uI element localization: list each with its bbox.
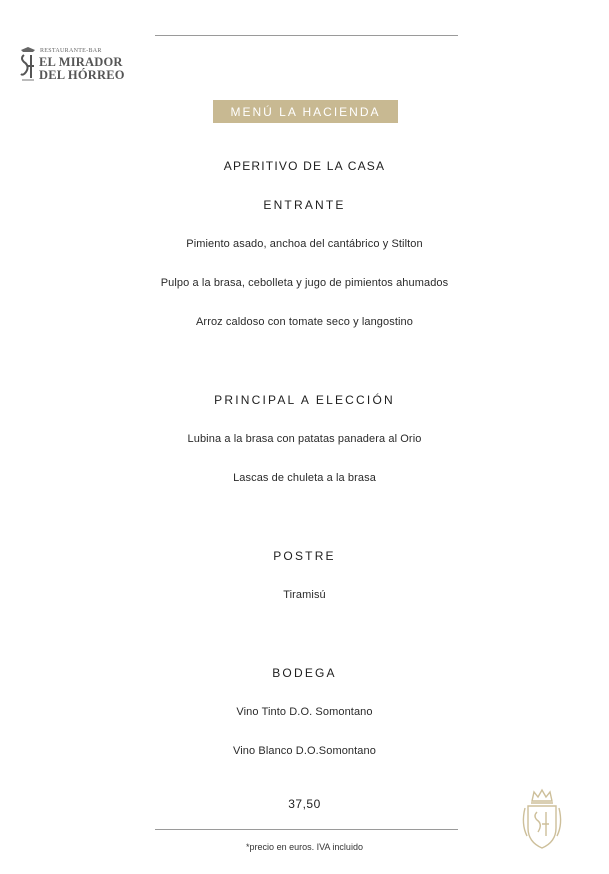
logo-subtitle: RESTAURANTE-BAR xyxy=(40,48,102,54)
restaurant-logo xyxy=(18,46,128,84)
bodega-item: Vino Blanco D.O.Somontano xyxy=(233,745,376,757)
bodega-heading: BODEGA xyxy=(272,666,337,680)
top-divider xyxy=(155,35,458,36)
menu-price: 37,50 xyxy=(288,797,321,811)
entrante-item: Pulpo a la brasa, cebolleta y jugo de pimientos ahumados xyxy=(160,277,449,289)
principal-heading: PRINCIPAL A ELECCIÓN xyxy=(214,393,395,407)
logo-name-line2: DEL HÓRREO xyxy=(39,68,125,82)
aperitivo-heading: APERITIVO DE LA CASA xyxy=(223,159,386,173)
price-note: *precio en euros. IVA incluido xyxy=(246,842,363,852)
menu-title-badge: MENÚ LA HACIENDA xyxy=(213,100,398,123)
entrante-item: Arroz caldoso con tomate seco y langostino xyxy=(196,316,413,328)
entrante-heading: ENTRANTE xyxy=(263,198,346,212)
logo-name-line1: EL MIRADOR xyxy=(39,55,123,69)
postre-item: Tiramisú xyxy=(283,589,326,601)
bottom-divider xyxy=(155,829,458,830)
crowned-crest-icon xyxy=(519,788,565,852)
entrante-item: Pimiento asado, anchoa del cantábrico y Stilton xyxy=(186,238,423,250)
postre-heading: POSTRE xyxy=(273,549,336,563)
sh-monogram-icon xyxy=(18,46,38,84)
principal-item: Lascas de chuleta a la brasa xyxy=(233,472,376,484)
bodega-item: Vino Tinto D.O. Somontano xyxy=(236,706,373,718)
principal-item: Lubina a la brasa con patatas panadera al Orio xyxy=(187,433,422,445)
